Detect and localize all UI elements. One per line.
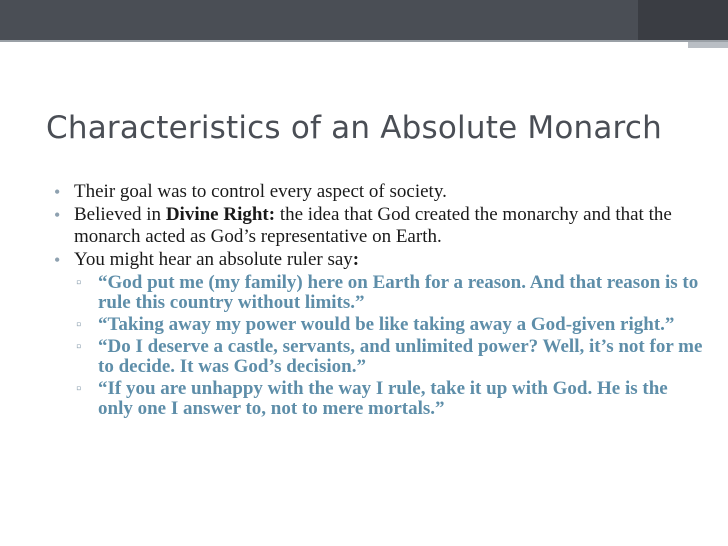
slide-title: Characteristics of an Absolute Monarch <box>46 110 662 146</box>
quote-item <box>74 273 704 313</box>
quote-text: “If you are unhappy with the way I rule, take it up with God. He is the only one I answer to, not to mere mortals.” <box>98 378 668 419</box>
slide-body <box>54 181 704 419</box>
header-accent <box>638 0 728 40</box>
square-bullet-icon: ▫ <box>76 317 82 333</box>
bullet-item <box>54 204 704 248</box>
quote-item <box>74 379 704 419</box>
bullet-text-pre: Believed in <box>74 204 166 225</box>
bullet-text: Their goal was to control every aspect of society. <box>74 181 447 202</box>
quote-item <box>74 337 704 377</box>
square-bullet-icon: ▫ <box>76 339 82 355</box>
bullet-term: Divine Right: <box>165 204 276 225</box>
quote-item <box>74 315 704 335</box>
square-bullet-icon: ▫ <box>76 275 82 291</box>
quote-text: “Taking away my power would be like taking away a God-given right.” <box>98 314 675 335</box>
bullet-dot-icon: • <box>54 205 61 225</box>
quote-text: “Do I deserve a castle, servants, and unlimited power? Well, it’s not for me to decide. It was God’s decision.” <box>98 336 703 377</box>
header-bar <box>0 0 728 40</box>
bullet-item <box>54 249 704 271</box>
quote-text: “God put me (my family) here on Earth for a reason. And that reason is to rule this country without limits.” <box>98 272 699 313</box>
bullet-item <box>54 181 704 203</box>
bullet-text-post: the idea that God created the monarchy and that the monarch acted as God’s representative on Earth. <box>74 204 672 247</box>
header-divider <box>0 40 728 42</box>
bullet-dot-icon: • <box>54 182 61 202</box>
quote-list <box>74 273 704 419</box>
square-bullet-icon: ▫ <box>76 381 82 397</box>
corner-accent <box>688 42 728 48</box>
bullet-dot-icon: • <box>54 250 61 270</box>
bullet-colon: : <box>352 249 360 270</box>
bullet-text: You might hear an absolute ruler say <box>74 249 353 270</box>
